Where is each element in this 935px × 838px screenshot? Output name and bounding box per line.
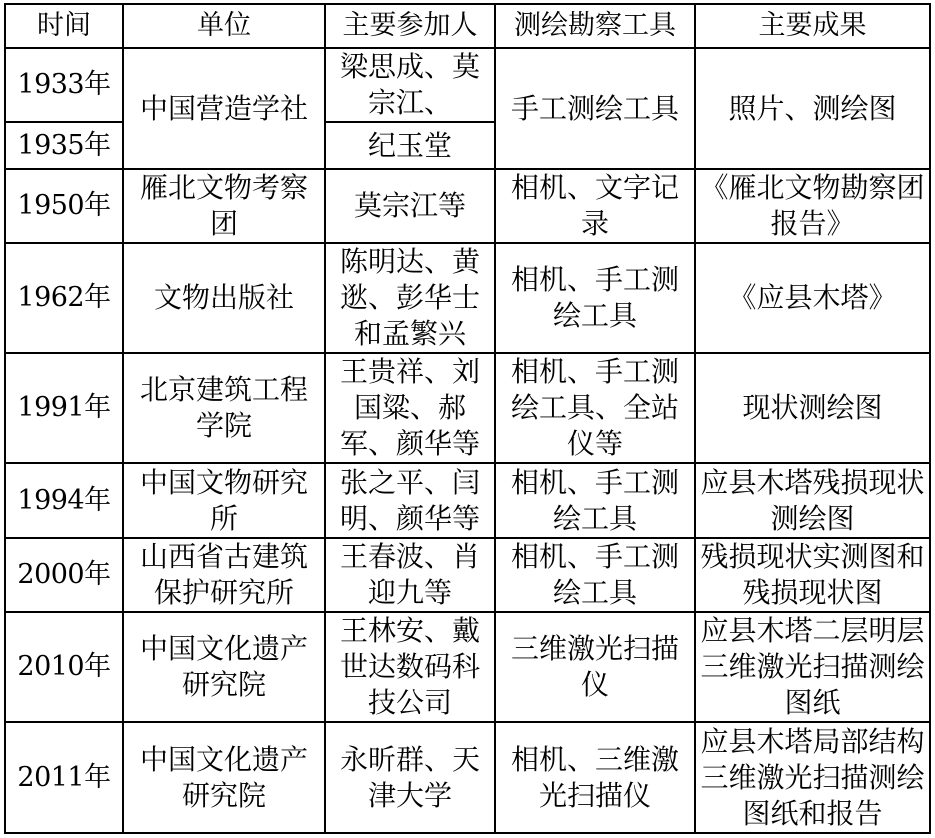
header-tools: 测绘勘察工具 xyxy=(495,4,695,48)
cell-tools: 三维激光扫描仪 xyxy=(495,612,695,722)
cell-result: 《应县木塔》 xyxy=(695,243,930,353)
cell-people: 梁思成、莫宗江、 xyxy=(325,48,495,122)
cell-time: 1950年 xyxy=(5,169,123,243)
cell-result: 应县木塔二层明层三维激光扫描测绘图纸 xyxy=(695,612,930,722)
cell-people: 莫宗江等 xyxy=(325,169,495,243)
cell-unit: 山西省古建筑保护研究所 xyxy=(123,538,325,612)
cell-time: 2011年 xyxy=(5,722,123,833)
cell-result: 《雁北文物勘察团报告》 xyxy=(695,169,930,243)
table-row xyxy=(5,243,930,353)
cell-unit: 中国营造学社 xyxy=(123,48,325,169)
cell-tools: 相机、手工测绘工具 xyxy=(495,243,695,353)
header-result: 主要成果 xyxy=(695,4,930,48)
cell-time: 2010年 xyxy=(5,612,123,722)
cell-people: 王林安、戴世达数码科技公司 xyxy=(325,612,495,722)
cell-unit: 文物出版社 xyxy=(123,243,325,353)
header-row xyxy=(5,4,930,48)
cell-time: 1991年 xyxy=(5,353,123,463)
cell-tools: 相机、手工测绘工具 xyxy=(495,538,695,612)
cell-result: 应县木塔局部结构三维激光扫描测绘图纸和报告 xyxy=(695,722,930,833)
table-row xyxy=(5,353,930,463)
cell-unit: 雁北文物考察团 xyxy=(123,169,325,243)
cell-result: 应县木塔残损现状测绘图 xyxy=(695,463,930,538)
cell-time: 1933年 xyxy=(5,48,123,122)
cell-unit: 北京建筑工程学院 xyxy=(123,353,325,463)
cell-time: 1962年 xyxy=(5,243,123,353)
table-row xyxy=(5,48,930,122)
header-people: 主要参加人 xyxy=(325,4,495,48)
cell-tools: 相机、手工测绘工具、全站仪等 xyxy=(495,353,695,463)
cell-people: 王春波、肖迎九等 xyxy=(325,538,495,612)
header-unit: 单位 xyxy=(123,4,325,48)
cell-people: 永昕群、天津大学 xyxy=(325,722,495,833)
cell-unit: 中国文物研究所 xyxy=(123,463,325,538)
cell-result: 残损现状实测图和残损现状图 xyxy=(695,538,930,612)
cell-result: 现状测绘图 xyxy=(695,353,930,463)
survey-history-table xyxy=(4,3,931,834)
header-time: 时间 xyxy=(5,4,123,48)
cell-people: 陈明达、黄逖、彭华士和孟繁兴 xyxy=(325,243,495,353)
cell-people: 张之平、闫明、颜华等 xyxy=(325,463,495,538)
cell-people: 王贵祥、刘国粱、郝军、颜华等 xyxy=(325,353,495,463)
cell-tools: 手工测绘工具 xyxy=(495,48,695,169)
cell-unit: 中国文化遗产研究院 xyxy=(123,612,325,722)
cell-result: 照片、测绘图 xyxy=(695,48,930,169)
cell-tools: 相机、文字记录 xyxy=(495,169,695,243)
cell-tools: 相机、三维激光扫描仪 xyxy=(495,722,695,833)
table-row xyxy=(5,538,930,612)
table-row xyxy=(5,612,930,722)
table-row xyxy=(5,722,930,833)
cell-tools: 相机、手工测绘工具 xyxy=(495,463,695,538)
cell-time: 1935年 xyxy=(5,122,123,169)
cell-time: 2000年 xyxy=(5,538,123,612)
table-row xyxy=(5,463,930,538)
cell-time: 1994年 xyxy=(5,463,123,538)
table-row xyxy=(5,169,930,243)
cell-people: 纪玉堂 xyxy=(325,122,495,169)
cell-unit: 中国文化遗产研究院 xyxy=(123,722,325,833)
